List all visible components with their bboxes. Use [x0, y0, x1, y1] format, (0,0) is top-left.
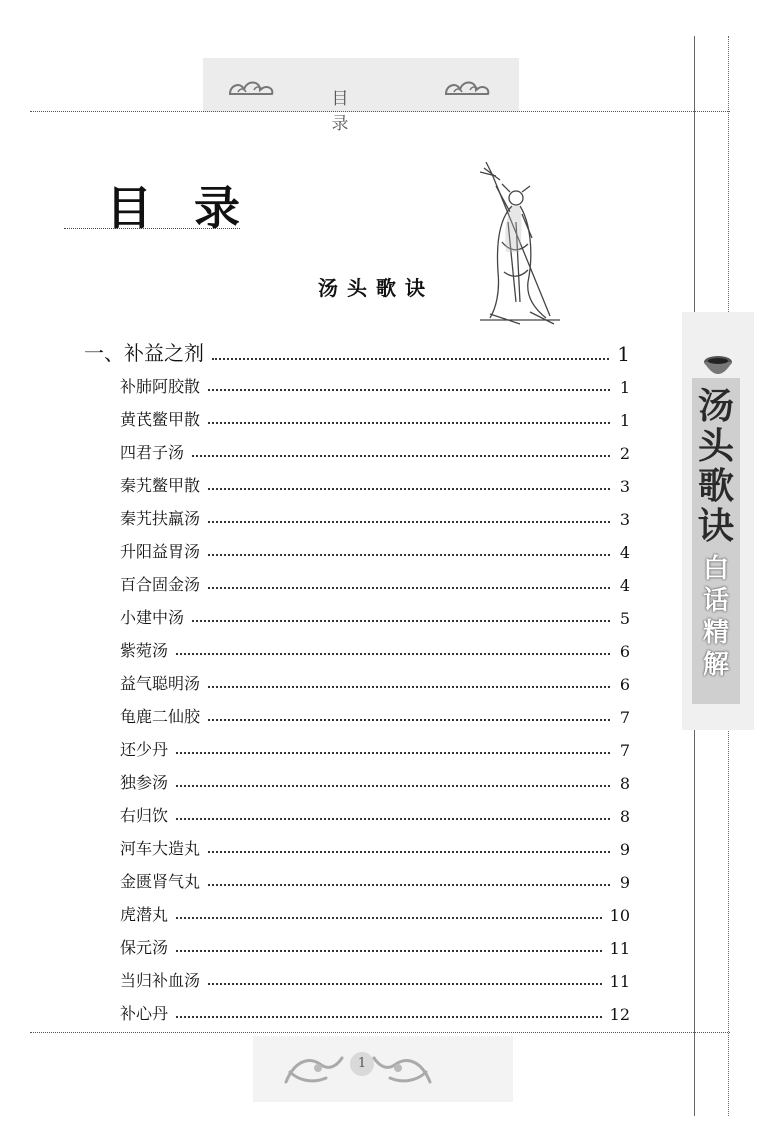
toc-entry-page: 1	[619, 378, 630, 397]
header-rule	[30, 111, 730, 112]
toc-entry-label: 龟鹿二仙胶	[120, 707, 201, 726]
toc-entry-page: 9	[619, 840, 630, 859]
toc-entry[interactable]	[120, 569, 630, 595]
herb-bowl-icon	[702, 352, 734, 380]
cloud-ornament-right-icon	[442, 76, 492, 102]
toc-entry-page: 9	[619, 873, 630, 892]
toc-leader	[208, 389, 610, 391]
toc-entry-page: 7	[619, 741, 630, 760]
toc-entry-label: 小建中汤	[120, 608, 185, 627]
side-subtitle-char: 白	[702, 554, 729, 584]
toc-entry-label: 独参汤	[120, 773, 169, 792]
toc-entry[interactable]	[120, 998, 630, 1024]
toc-entry-page: 7	[619, 708, 630, 727]
toc-leader	[208, 884, 610, 886]
toc-entry-page: 5	[619, 609, 630, 628]
toc-leader	[192, 455, 610, 457]
cloud-ornament-left-icon	[226, 76, 276, 102]
toc-entry[interactable]	[120, 602, 630, 628]
toc-entry-page: 11	[609, 972, 630, 991]
toc-entry[interactable]	[120, 701, 630, 727]
side-tab-inner	[692, 378, 740, 704]
toc-leader	[176, 950, 602, 952]
toc-entry-page: 3	[619, 510, 630, 529]
toc-entry-label: 升阳益胃汤	[120, 542, 201, 561]
toc-entry-label: 秦艽鳖甲散	[120, 476, 201, 495]
side-subtitle-char: 解	[702, 650, 729, 680]
toc-leader	[176, 785, 610, 787]
toc-chapter-label: 一、补益之剂	[84, 341, 204, 365]
toc-leader	[208, 554, 610, 556]
toc-entry-label: 黄芪鳖甲散	[120, 410, 201, 429]
page-number: 1	[350, 1052, 374, 1076]
toc-entry[interactable]	[120, 536, 630, 562]
side-title-char: 歌	[697, 465, 734, 507]
toc-leader	[208, 488, 610, 490]
toc-entry-page: 8	[619, 774, 630, 793]
toc-entry[interactable]	[120, 965, 630, 991]
toc-entry-label: 当归补血汤	[120, 971, 201, 990]
toc-entry[interactable]	[120, 668, 630, 694]
toc-entry[interactable]	[120, 767, 630, 793]
toc-entry[interactable]	[120, 734, 630, 760]
toc-entry-page: 4	[619, 543, 630, 562]
toc-leader	[208, 851, 610, 853]
toc-entry-page: 12	[609, 1005, 630, 1024]
toc-entry-label: 益气聪明汤	[120, 674, 201, 693]
toc-entry[interactable]	[120, 800, 630, 826]
toc-chapter-page: 1	[617, 342, 630, 366]
toc-entry-label: 河车大造丸	[120, 839, 201, 858]
toc-entry-page: 11	[609, 939, 630, 958]
toc-entry-label: 还少丹	[120, 740, 169, 759]
page-title: 目录	[106, 181, 282, 235]
toc-leader	[176, 653, 610, 655]
toc-leader	[208, 422, 610, 424]
toc-entry-label: 保元汤	[120, 938, 169, 957]
toc-entry-label: 右归饮	[120, 806, 169, 825]
toc-entry[interactable]	[120, 932, 630, 958]
side-subtitle-char: 精	[702, 618, 729, 648]
toc-leader	[176, 818, 610, 820]
toc-leader	[208, 983, 602, 985]
toc-entry[interactable]	[120, 404, 630, 430]
toc-entry-label: 四君子汤	[120, 443, 185, 462]
toc-entry-page: 10	[609, 906, 630, 925]
toc-entry[interactable]	[120, 833, 630, 859]
side-title-char: 汤	[697, 385, 734, 427]
toc-entry[interactable]	[120, 635, 630, 661]
toc-leader	[176, 917, 602, 919]
toc-entry[interactable]	[120, 866, 630, 892]
toc-entry-page: 6	[619, 675, 630, 694]
toc-entry-page: 2	[619, 444, 630, 463]
toc-entry-label: 补肺阿胶散	[120, 377, 201, 396]
toc-leader	[212, 358, 609, 360]
toc-chapter[interactable]	[84, 340, 630, 366]
toc-entry[interactable]	[120, 899, 630, 925]
toc-entry[interactable]	[120, 503, 630, 529]
toc-leader	[176, 1016, 602, 1018]
toc-entry-page: 6	[619, 642, 630, 661]
toc-entry-label: 补心丹	[120, 1004, 169, 1023]
toc-entry-page: 3	[619, 477, 630, 496]
toc-entry-label: 紫菀汤	[120, 641, 169, 660]
toc-entry[interactable]	[120, 437, 630, 463]
sage-figure-illustration-icon	[450, 152, 570, 328]
title-rule	[64, 228, 240, 229]
toc-leader	[208, 587, 610, 589]
footer-rule	[30, 1032, 730, 1033]
toc-leader	[176, 752, 610, 754]
toc-entry[interactable]	[120, 371, 630, 397]
toc-leader	[208, 521, 610, 523]
toc-entry-label: 虎潜丸	[120, 905, 169, 924]
toc-leader	[208, 686, 610, 688]
section-title: 汤头歌诀	[318, 276, 434, 300]
toc-entry-label: 秦艽扶羸汤	[120, 509, 201, 528]
toc-entry-label: 百合固金汤	[120, 575, 201, 594]
side-title-char: 诀	[697, 505, 734, 547]
toc-leader	[192, 620, 610, 622]
header-title: 目 录	[331, 89, 389, 134]
side-subtitle-char: 话	[702, 586, 729, 616]
toc-entry-page: 4	[619, 576, 630, 595]
side-title-char: 头	[697, 425, 734, 467]
toc-entry-label: 金匮肾气丸	[120, 872, 201, 891]
toc-entry-page: 8	[619, 807, 630, 826]
toc-entry[interactable]	[120, 470, 630, 496]
toc-entry-page: 1	[619, 411, 630, 430]
toc-leader	[208, 719, 610, 721]
